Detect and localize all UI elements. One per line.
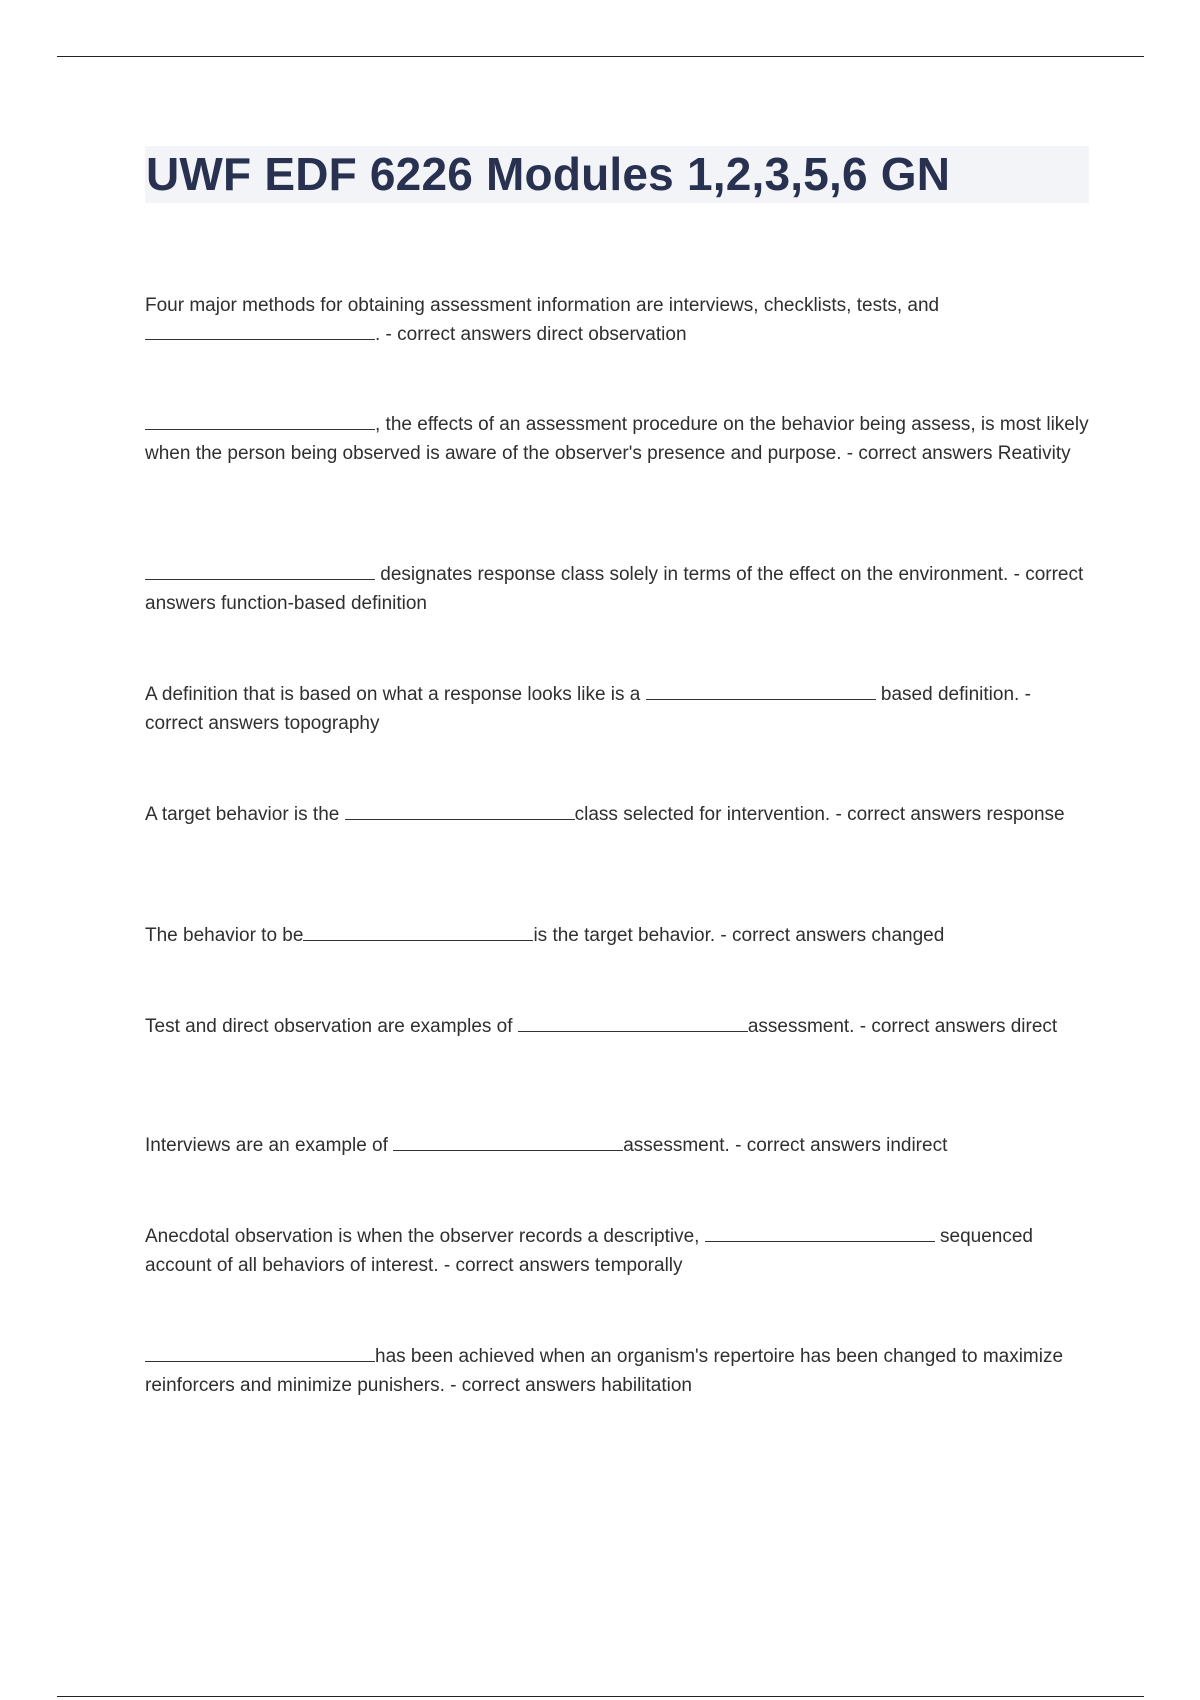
question-3-text-after: designates response class solely in terms of the effect on the environment. - correct answers function-based definition	[145, 564, 1084, 614]
question-2-text-after: , the effects of an assessment procedure on the behavior being assess, is most likely when the person being observed is aware of the observer's presence and purpose. - correct answers Reativity	[145, 414, 1089, 464]
bottom-rule	[57, 1696, 1144, 1697]
question-8-text-before: Interviews are an example of	[145, 1135, 394, 1156]
question-5	[145, 800, 1090, 829]
question-7-text-after: assessment. - correct answers direct	[747, 1016, 1058, 1037]
answer-blank	[303, 922, 533, 941]
answer-blank	[518, 1013, 748, 1032]
answer-blank	[393, 1132, 623, 1151]
answer-blank	[145, 321, 375, 340]
question-6	[145, 921, 1090, 950]
answer-blank	[705, 1223, 935, 1242]
answer-blank	[646, 681, 876, 700]
question-4	[145, 680, 1090, 738]
question-10	[145, 1342, 1090, 1400]
question-5-text-before: A target behavior is the	[145, 804, 345, 825]
question-10-text-after: has been achieved when an organism's repertoire has been changed to maximize reinforcers and minimize punishers. - correct answers habilitation	[145, 1346, 1064, 1396]
question-8-text-after: assessment. - correct answers indirect	[623, 1135, 948, 1156]
answer-blank	[345, 801, 575, 820]
question-9	[145, 1222, 1090, 1280]
question-7-text-before: Test and direct observation are examples of	[145, 1016, 518, 1037]
question-1-text-before: Four major methods for obtaining assessment information are interviews, checklists, tests, and	[145, 295, 940, 316]
question-7	[145, 1012, 1090, 1041]
question-4-text-after: based definition. - correct answers topography	[145, 684, 1031, 734]
answer-blank	[145, 561, 375, 580]
question-9-text-before: Anecdotal observation is when the observer records a descriptive,	[145, 1226, 705, 1247]
answer-blank	[145, 1343, 375, 1362]
question-6-text-before: The behavior to be	[145, 925, 304, 946]
question-3	[145, 560, 1090, 618]
question-8	[145, 1131, 1090, 1160]
question-6-text-after: is the target behavior. - correct answers changed	[533, 925, 945, 946]
question-9-text-after: sequenced account of all behaviors of interest. - correct answers temporally	[145, 1226, 1033, 1276]
question-5-text-after: class selected for intervention. - correct answers response	[574, 804, 1065, 825]
question-2	[145, 410, 1090, 468]
answer-blank	[145, 411, 375, 430]
question-1-text-after: . - correct answers direct observation	[375, 324, 687, 345]
question-4-text-before: A definition that is based on what a response looks like is a	[145, 684, 646, 705]
top-rule	[57, 56, 1144, 57]
page-title: UWF EDF 6226 Modules 1,2,3,5,6 GN	[146, 148, 951, 200]
question-1	[145, 291, 1090, 349]
